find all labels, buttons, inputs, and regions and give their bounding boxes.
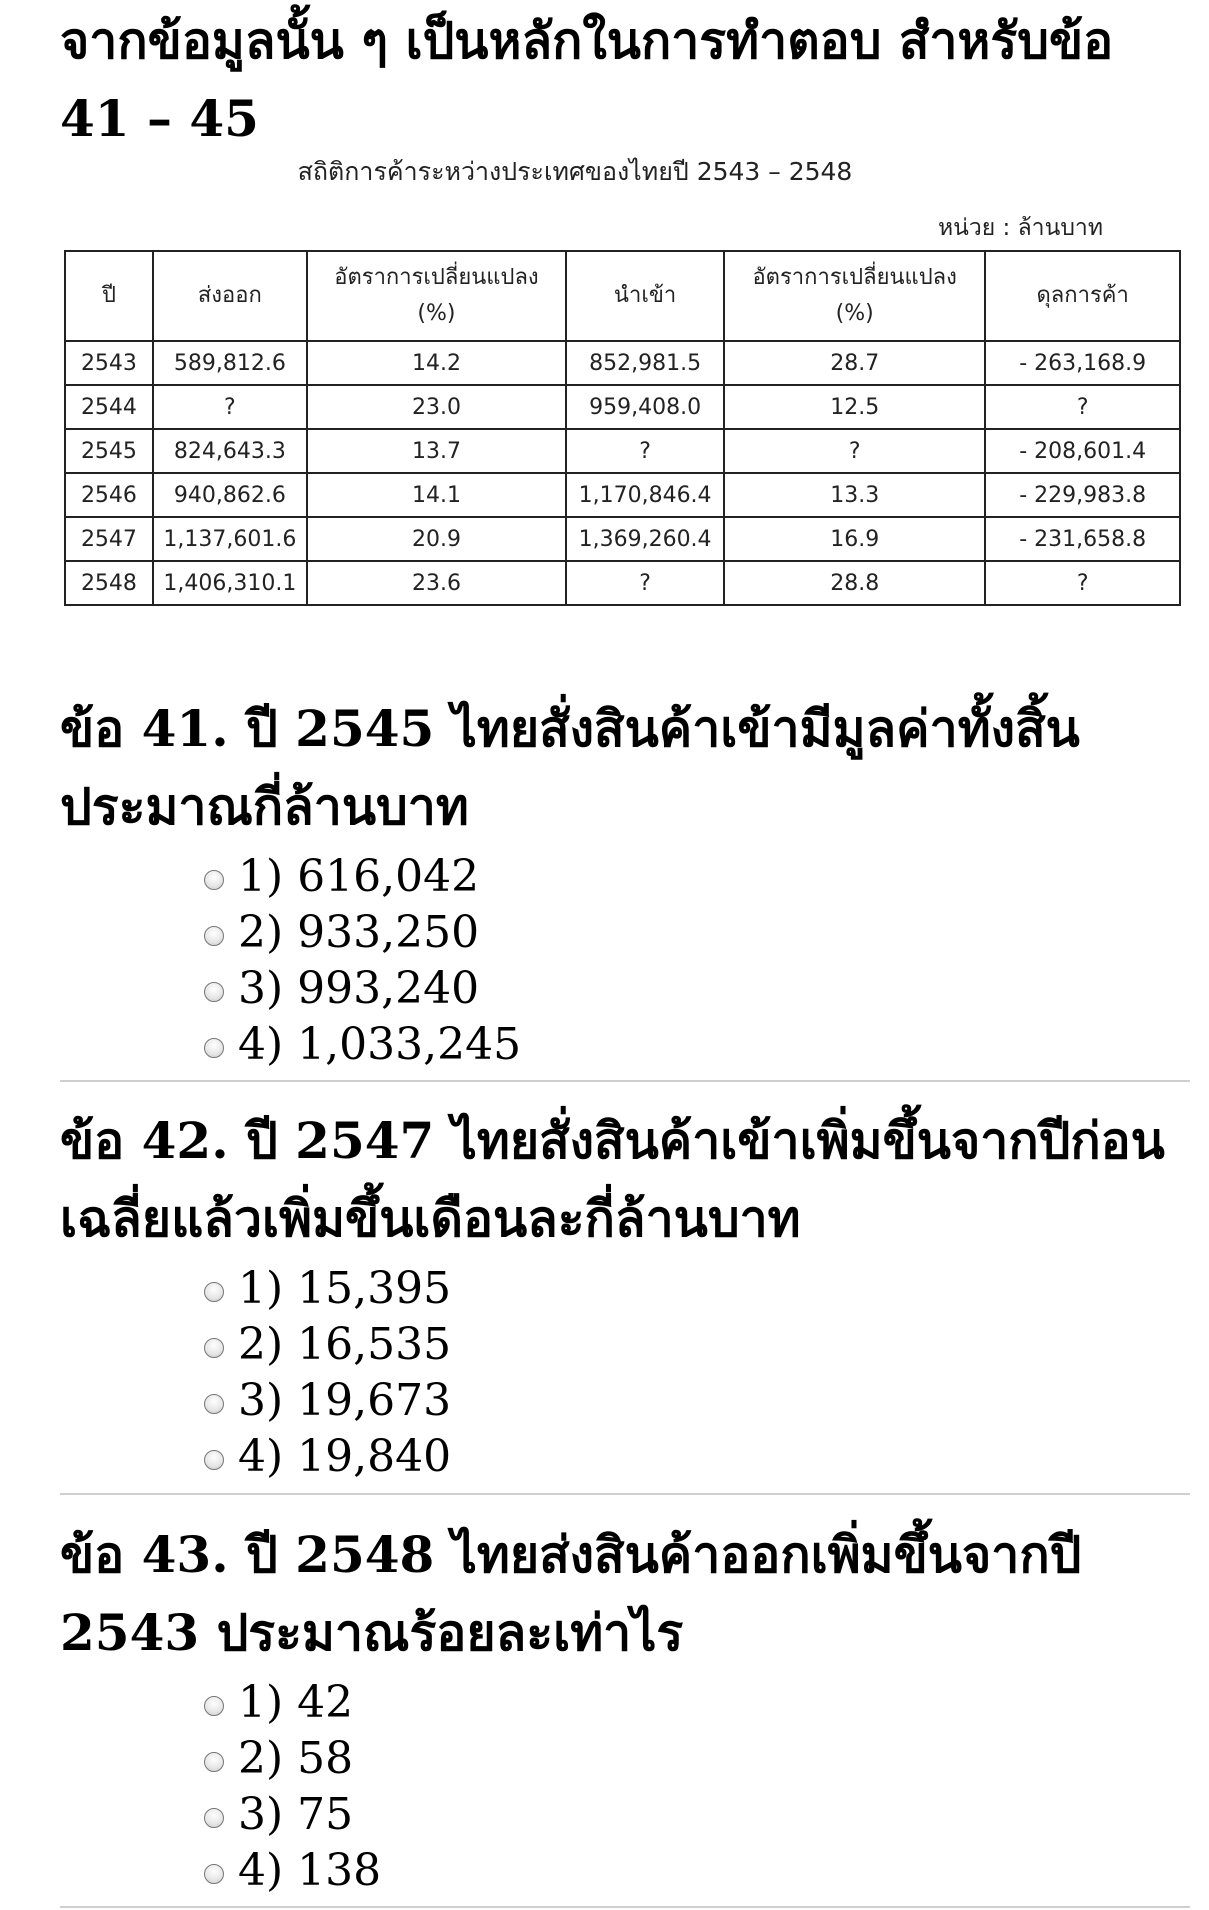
cell-export-change: 14.1 xyxy=(307,473,566,517)
option-label: 4) 1,033,245 xyxy=(238,1018,522,1070)
radio-button[interactable] xyxy=(204,1752,224,1772)
cell-import-change: 28.8 xyxy=(724,561,985,605)
cell-balance: ? xyxy=(985,385,1180,429)
option-label: 4) 138 xyxy=(238,1844,382,1896)
cell-import: 852,981.5 xyxy=(566,341,724,385)
radio-button[interactable] xyxy=(204,1038,224,1058)
question-41-text xyxy=(60,690,1180,846)
divider xyxy=(60,1080,1190,1082)
cell-import: 1,170,846.4 xyxy=(566,473,724,517)
radio-button[interactable] xyxy=(204,1808,224,1828)
cell-export-change: 20.9 xyxy=(307,517,566,561)
divider xyxy=(60,1493,1190,1495)
radio-button[interactable] xyxy=(204,1282,224,1302)
header-year: ปี xyxy=(65,251,153,341)
q41-option-3[interactable] xyxy=(204,960,521,1016)
option-label: 3) 75 xyxy=(238,1788,354,1840)
cell-balance: ? xyxy=(985,561,1180,605)
option-label: 2) 58 xyxy=(238,1732,354,1784)
q42-option-1[interactable] xyxy=(204,1260,451,1316)
intro-line-1: จากข้อมูลนั้น ๆ เป็นหลักในการทำตอบ สำหรับข้อ xyxy=(60,11,1114,70)
header-export-change-text: อัตราการเปลี่ยนแปลง xyxy=(334,265,539,290)
radio-button[interactable] xyxy=(204,926,224,946)
table-row xyxy=(65,429,1180,473)
question-42-text xyxy=(60,1102,1180,1258)
question-43-options xyxy=(204,1674,381,1898)
option-label: 1) 42 xyxy=(238,1676,354,1728)
q43-option-1[interactable] xyxy=(204,1674,381,1730)
cell-export: 589,812.6 xyxy=(153,341,307,385)
cell-year: 2543 xyxy=(65,341,153,385)
option-label: 1) 616,042 xyxy=(238,850,480,902)
question-41-line-2: ประมาณกี่ล้านบาท xyxy=(60,777,469,836)
q41-option-2[interactable] xyxy=(204,904,521,960)
cell-export-change: 23.0 xyxy=(307,385,566,429)
cell-import: ? xyxy=(566,561,724,605)
intro-heading xyxy=(60,2,1180,158)
q42-option-3[interactable] xyxy=(204,1372,451,1428)
question-41-options xyxy=(204,848,521,1072)
cell-export-change: 14.2 xyxy=(307,341,566,385)
cell-import-change: 12.5 xyxy=(724,385,985,429)
q43-option-4[interactable] xyxy=(204,1842,381,1898)
cell-import-change: ? xyxy=(724,429,985,473)
cell-export-change: 13.7 xyxy=(307,429,566,473)
option-label: 1) 15,395 xyxy=(238,1262,452,1314)
table-row xyxy=(65,341,1180,385)
header-export-change xyxy=(307,251,566,341)
q41-option-4[interactable] xyxy=(204,1016,521,1072)
q42-option-4[interactable] xyxy=(204,1428,451,1484)
cell-balance: - 231,658.8 xyxy=(985,517,1180,561)
cell-import: 959,408.0 xyxy=(566,385,724,429)
cell-year: 2545 xyxy=(65,429,153,473)
table-row xyxy=(65,473,1180,517)
radio-button[interactable] xyxy=(204,1338,224,1358)
q43-option-3[interactable] xyxy=(204,1786,381,1842)
cell-balance: - 208,601.4 xyxy=(985,429,1180,473)
question-42-options xyxy=(204,1260,451,1484)
cell-year: 2544 xyxy=(65,385,153,429)
question-43-text xyxy=(60,1516,1180,1672)
option-label: 3) 993,240 xyxy=(238,962,480,1014)
question-43-line-1: ข้อ 43. ปี 2548 ไทยส่งสินค้าออกเพิ่มขึ้นจากปี xyxy=(60,1525,1082,1584)
q43-option-2[interactable] xyxy=(204,1730,381,1786)
cell-export: ? xyxy=(153,385,307,429)
question-43-line-2: 2543 ประมาณร้อยละเท่าไร xyxy=(60,1603,684,1662)
option-label: 2) 933,250 xyxy=(238,906,480,958)
radio-button[interactable] xyxy=(204,982,224,1002)
question-42-line-1: ข้อ 42. ปี 2547 ไทยสั่งสินค้าเข้าเพิ่มขึ้นจากปีก่อน xyxy=(60,1111,1165,1170)
intro-line-2: 41 – 45 xyxy=(60,89,259,148)
cell-export-change: 23.6 xyxy=(307,561,566,605)
cell-export: 824,643.3 xyxy=(153,429,307,473)
divider xyxy=(60,1906,1190,1908)
table-header-row xyxy=(65,251,1180,341)
header-import-change xyxy=(724,251,985,341)
cell-import-change: 16.9 xyxy=(724,517,985,561)
radio-button[interactable] xyxy=(204,1394,224,1414)
question-42-line-2: เฉลี่ยแล้วเพิ่มขึ้นเดือนละกี่ล้านบาท xyxy=(60,1189,801,1248)
option-label: 3) 19,673 xyxy=(238,1374,452,1426)
option-label: 2) 16,535 xyxy=(238,1318,452,1370)
cell-import-change: 13.3 xyxy=(724,473,985,517)
table-title: สถิติการค้าระหว่างประเทศของไทยปี 2543 – 2548 xyxy=(297,157,853,186)
trade-stats-table xyxy=(64,250,1181,606)
header-import-change-text: อัตราการเปลี่ยนแปลง xyxy=(752,265,957,290)
table-row xyxy=(65,385,1180,429)
table-unit: หน่วย : ล้านบาท xyxy=(937,215,1103,241)
cell-export: 940,862.6 xyxy=(153,473,307,517)
cell-year: 2548 xyxy=(65,561,153,605)
header-export: ส่งออก xyxy=(153,251,307,341)
radio-button[interactable] xyxy=(204,1864,224,1884)
header-export-change-unit: (%) xyxy=(417,301,456,326)
header-import-change-unit: (%) xyxy=(835,301,874,326)
cell-year: 2546 xyxy=(65,473,153,517)
cell-balance: - 229,983.8 xyxy=(985,473,1180,517)
cell-export: 1,406,310.1 xyxy=(153,561,307,605)
cell-import-change: 28.7 xyxy=(724,341,985,385)
q41-option-1[interactable] xyxy=(204,848,521,904)
radio-button[interactable] xyxy=(204,1696,224,1716)
cell-import: ? xyxy=(566,429,724,473)
table-row xyxy=(65,517,1180,561)
q42-option-2[interactable] xyxy=(204,1316,451,1372)
question-41-line-1: ข้อ 41. ปี 2545 ไทยสั่งสินค้าเข้ามีมูลค่าทั้งสิ้น xyxy=(60,699,1080,758)
table-body xyxy=(65,341,1180,605)
radio-button[interactable] xyxy=(204,1450,224,1470)
radio-button[interactable] xyxy=(204,870,224,890)
cell-import: 1,369,260.4 xyxy=(566,517,724,561)
cell-balance: - 263,168.9 xyxy=(985,341,1180,385)
header-import: นำเข้า xyxy=(566,251,724,341)
cell-export: 1,137,601.6 xyxy=(153,517,307,561)
table-row xyxy=(65,561,1180,605)
header-balance: ดุลการค้า xyxy=(985,251,1180,341)
option-label: 4) 19,840 xyxy=(238,1430,452,1482)
cell-year: 2547 xyxy=(65,517,153,561)
